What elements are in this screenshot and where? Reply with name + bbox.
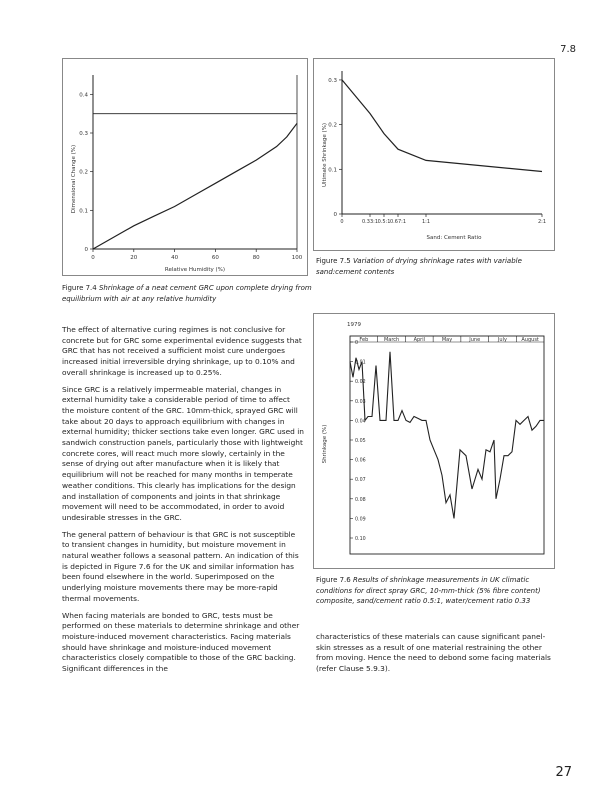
y-tick-label: 0.10	[355, 537, 366, 542]
figure-7-6-chart	[313, 313, 555, 569]
y-tick-label: 0.3	[79, 131, 88, 137]
figure-7-4-chart	[62, 58, 308, 276]
caption-text: Shrinkage of a neat cement GRC upon complete drying from equilibrium with air at any relative humidity	[62, 284, 312, 303]
chapter-number: 7.8	[560, 44, 576, 55]
y-tick-label: 0.09	[355, 517, 366, 523]
y-tick-label: 0	[355, 341, 359, 346]
x-tick-label: 40	[171, 255, 179, 261]
y-tick-label: 0.4	[79, 92, 88, 99]
y-tick-label: 0.1	[328, 167, 337, 174]
shrinkage-uk-climate-chart	[314, 314, 554, 568]
figure-label: Figure 7.4	[62, 284, 97, 292]
x-tick-label: 0.5:1	[377, 219, 391, 225]
y-tick-label: 0.2	[79, 169, 88, 176]
x-tick-label: 100	[291, 255, 303, 261]
month-label: May	[441, 336, 453, 343]
y-tick-label: 0.03	[355, 399, 366, 405]
shrinkage-humidity-chart	[63, 59, 307, 275]
y-tick-label: 0.06	[355, 458, 366, 464]
x-tick-label: 80	[252, 255, 260, 261]
y-axis-label: Ultimate Shrinkage (%)	[322, 122, 328, 188]
x-axis-label: Relative Humidity (%)	[164, 267, 226, 273]
figure-label: Figure 7.5	[316, 257, 351, 265]
x-axis-label: Sand: Cement Ratio	[426, 235, 482, 241]
x-tick-label: 60	[211, 255, 219, 261]
y-tick-label: 0.04	[355, 419, 366, 425]
shrinkage-curve	[93, 123, 297, 249]
page-number: 27	[555, 765, 572, 780]
figure-7-6-caption	[316, 575, 552, 607]
figure-7-5-caption	[316, 256, 554, 277]
month-label: June	[469, 336, 481, 343]
x-tick-label: 20	[130, 255, 138, 261]
y-tick-label: 0.02	[355, 380, 366, 386]
figure-label: Figure 7.6	[316, 576, 351, 584]
y-tick-label: 0.08	[355, 497, 366, 503]
paragraph: characteristics of these materials can cause significant panel-skin stresses as a result of one material restraining the other from moving. Hence the need to debond some facing materials (refer Clause 5.9.3).	[316, 632, 551, 674]
y-axis-label: Dimensional Change (%)	[71, 144, 77, 214]
paragraph: Since GRC is a relatively impermeable material, changes in external humidity take a considerable period of time to affect the moisture content of the GRC. 10mm-thick, sprayed GRC will take about 20 days to approach equilibrium with changes in external humidity; thicker sections take even longer. GRC used in sandwich construction panels, particularly those with lightweight concrete cores, will react much more slowly, certainly in the sense of drying out after manufacture when it is likely that equilibrium will not be reached for many months in temperate weather conditions. This clearly has implications for the design and installation of components and joints in that shrinkage movement will need to be accommodated, in order to avoid undesirable stresses in the GRC.	[62, 384, 304, 522]
y-tick-label: 0.01	[355, 360, 366, 366]
paragraph: The effect of alternative curing regimes is not conclusive for concrete but for GRC some experimental evidence suggests that GRC that has not received a sufficient moist cure undergoes increased initial irreversible drying shrinkage, up to 0.10% and overall shrinkage is increased up to 0.25%.	[62, 325, 302, 377]
shrinkage-curve	[342, 80, 542, 172]
month-label: July	[497, 336, 507, 343]
paragraph: The general pattern of behaviour is that GRC is not susceptible to transient changes in humidity, but moisture movement in natural weather follows a seasonal pattern. An indication of this is depicted in Figure 7.6 for the UK and similar information has been found elsewhere in the world. Superimposed on the underlying moisture movements there may be more-rapid thermal movements.	[62, 529, 299, 603]
figure-7-5-chart	[313, 58, 555, 251]
y-tick-label: 0.05	[355, 439, 366, 444]
x-tick-label: 2:1	[537, 219, 547, 225]
left-column-text	[62, 325, 304, 681]
y-tick-label: 0.1	[79, 208, 88, 215]
right-column-text	[316, 632, 552, 681]
chart-year-label: 1979	[347, 322, 361, 328]
caption-text: Results of shrinkage measurements in UK climatic conditions for direct spray GRC, 10-mm-thick (5% fibre content) composite, sand/cement ratio 0.5:1, water/cement ratio 0.33	[316, 576, 541, 605]
y-tick-label: 0	[84, 247, 88, 253]
y-tick-label: 0.07	[355, 478, 366, 484]
y-tick-label: 0.3	[328, 77, 337, 84]
caption-text: Variation of drying shrinkage rates with variable sand:cement contents	[316, 257, 522, 276]
shrinkage-measurement-line	[350, 352, 544, 519]
x-tick-label: 0	[340, 219, 344, 225]
x-tick-label: 0.33:1	[362, 219, 378, 225]
month-label: March	[383, 336, 400, 343]
month-label: Feb	[359, 336, 369, 343]
paragraph: When facing materials are bonded to GRC, tests must be performed on these materials to determine shrinkage and other moisture-induced movement characteristics. Facing materials should have shrinkage and moisture-induced movement characteristics closely compatible to those of the GRC backing. Significant differences in the	[62, 610, 300, 674]
plot-frame	[350, 336, 544, 554]
figure-7-4-caption	[62, 283, 312, 304]
x-tick-label: 0.67:1	[390, 219, 406, 225]
y-tick-label: 0.2	[328, 122, 337, 129]
month-label: August	[521, 336, 539, 343]
y-tick-label: 0	[333, 212, 337, 218]
shrinkage-sand-cement-chart	[314, 59, 554, 250]
y-axis-label: Shrinkage (%)	[322, 424, 328, 464]
x-tick-label: 0	[91, 255, 95, 261]
month-label: April	[413, 336, 426, 343]
x-tick-label: 1:1	[421, 219, 431, 225]
